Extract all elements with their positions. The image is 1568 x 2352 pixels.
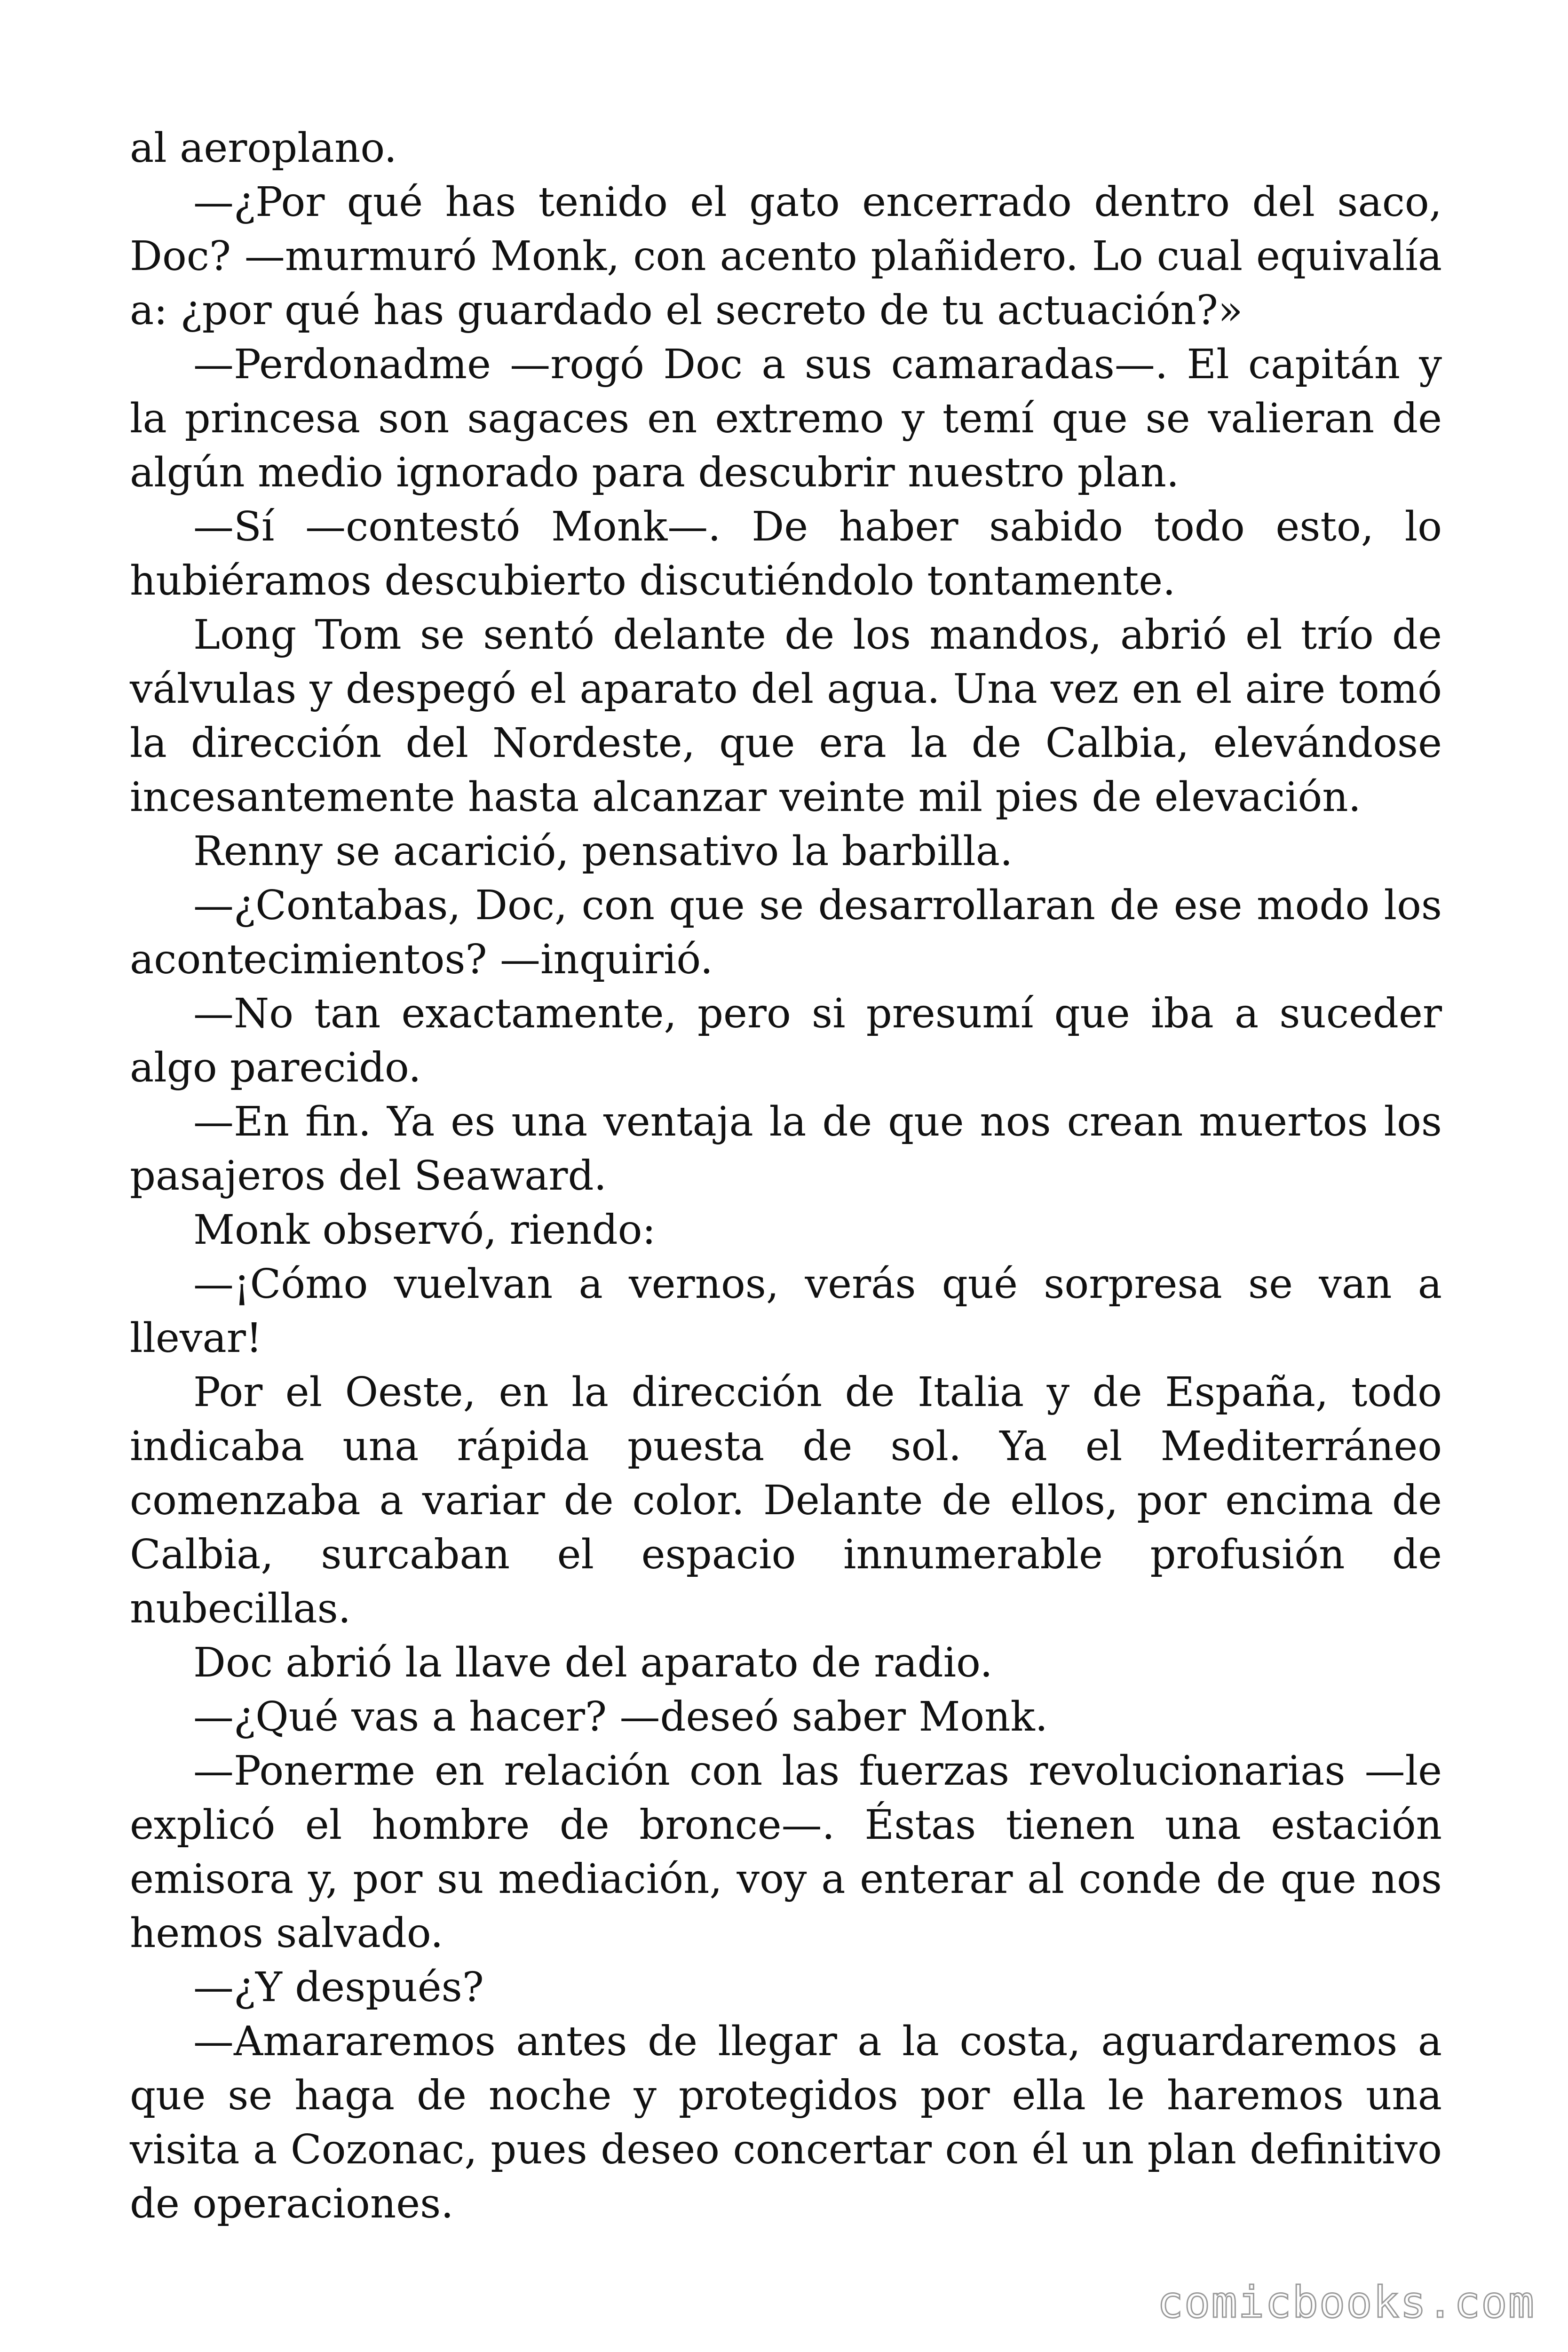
paragraph-1: al aeroplano. bbox=[130, 125, 397, 172]
paragraph-6: Renny se acarició, pensativo la barbilla. bbox=[193, 828, 1013, 875]
paragraph-10: Monk observó, riendo: bbox=[193, 1207, 656, 1254]
paragraph-13: Doc abrió la llave del aparato de radio. bbox=[193, 1639, 993, 1686]
paragraph-7: —¿Contabas, Doc, con que se desarrollaran de ese modo los acontecimientos? —inquirió. bbox=[130, 882, 1442, 983]
paragraph-14: —¿Qué vas a hacer? —deseó saber Monk. bbox=[193, 1693, 1048, 1740]
page-body bbox=[130, 121, 1442, 2231]
paragraph-4: —Sí —contestó Monk—. De haber sabido todo esto, lo hubiéramos descubierto discutiéndolo tontamente. bbox=[130, 503, 1442, 604]
paragraph-12: Por el Oeste, en la dirección de Italia y de España, todo indicaba una rápida puesta de sol. Ya el Mediterráneo comenzaba a variar de color. Delante de ellos, por encima de Calbia, surcaban el espacio innumerable profusión de nubecillas. bbox=[130, 1369, 1442, 1632]
paragraph-5: Long Tom se sentó delante de los mandos, abrió el trío de válvulas y despegó el aparato del agua. Una vez en el aire tomó la dirección del Nordeste, que era la de Calbia, elevándose incesantemente hasta alcanzar veinte mil pies de elevación. bbox=[130, 612, 1442, 821]
paragraph-15: —Ponerme en relación con las fuerzas revolucionarias —le explicó el hombre de bronce—. Éstas tienen una estación emisora y, por su mediación, voy a enterar al conde de que nos hemos salvado. bbox=[130, 1748, 1442, 1957]
paragraph-16: —¿Y después? bbox=[193, 1964, 484, 2011]
paragraph-3: —Perdonadme —rogó Doc a sus camaradas—. El capitán y la princesa son sagaces en extremo y temí que se valieran de algún medio ignorado para descubrir nuestro plan. bbox=[130, 341, 1442, 496]
paragraph-9: —En fin. Ya es una ventaja la de que nos crean muertos los pasajeros del Seaward. bbox=[130, 1098, 1442, 1200]
paragraph-2: —¿Por qué has tenido el gato encerrado dentro del saco, Doc? —murmuró Monk, con acento plañidero. Lo cual equivalía a: ¿por qué has guardado el secreto de tu actuación?» bbox=[130, 179, 1442, 334]
paragraph-8: —No tan exactamente, pero si presumí que iba a suceder algo parecido. bbox=[130, 990, 1442, 1091]
paragraph-11: —¡Cómo vuelvan a vernos, verás qué sorpresa se van a llevar! bbox=[130, 1261, 1442, 1362]
paragraph-17: —Amararemos antes de llegar a la costa, aguardaremos a que se haga de noche y protegidos por ella le haremos una visita a Cozonac, pues deseo concertar con él un plan definitivo de operaciones. bbox=[130, 2018, 1442, 2227]
watermark: comicbooks.com bbox=[1157, 2277, 1535, 2328]
